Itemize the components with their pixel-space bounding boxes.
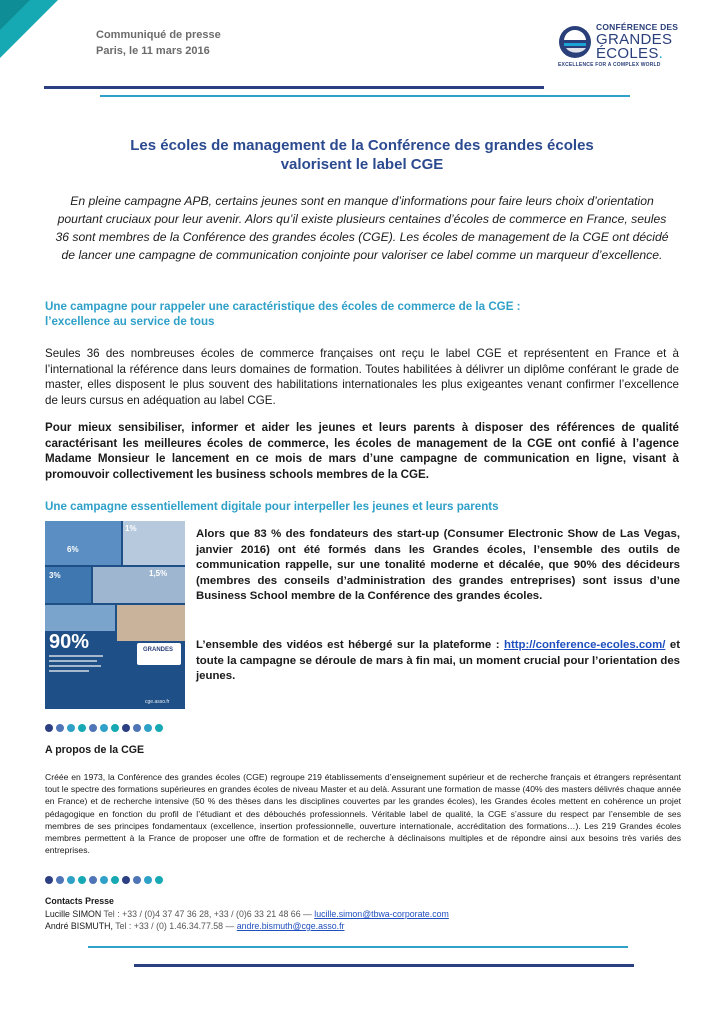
visual-text-lines — [49, 655, 103, 675]
dot-divider — [45, 876, 163, 886]
logo-line1: CONFÉRENCE DES — [596, 22, 679, 32]
title-line1: Les écoles de management de la Conférence des grandes écoles — [130, 137, 594, 154]
visual-tile — [45, 605, 115, 631]
divider-dot — [100, 724, 108, 732]
divider-dot — [78, 876, 86, 884]
divider-dot — [56, 724, 64, 732]
section1-heading — [45, 299, 521, 329]
cge-logo — [556, 20, 679, 68]
divider-dot — [122, 876, 130, 884]
platform-link[interactable]: http://conference-ecoles.com/ — [504, 639, 666, 651]
divider-dot — [100, 876, 108, 884]
divider-dot — [78, 724, 86, 732]
contact-email-link[interactable]: lucille.simon@tbwa-corporate.com — [314, 909, 449, 919]
divider-dot — [111, 724, 119, 732]
dot-divider — [45, 724, 163, 734]
contact-email-link[interactable]: andre.bismuth@cge.asso.fr — [236, 921, 345, 931]
page-title — [60, 136, 664, 174]
visual-stat: 1,5% — [149, 569, 168, 578]
divider-dot — [144, 724, 152, 732]
logo-line2: GRANDES — [596, 31, 673, 48]
contact-line: Lucille SIMON Tel : +33 / (0)4 37 47 36 28, +33 / (0)6 33 21 48 66 — lucille.simon@tbwa-corporate.com — [45, 909, 449, 919]
visual-tile — [45, 521, 121, 565]
visual-stat: 6% — [67, 545, 79, 554]
section1-paragraph2: Pour mieux sensibiliser, informer et aider les jeunes et leurs parents à disposer des références de qualité caractérisant les meilleures écoles de commerce, les écoles de management de la CGE ont confié à l’agence Madame Monsieur le lancement en ce mois de mars d’une campagne de communication en ligne, visant à promouvoir collectivement les business schools membres de la CGE. — [45, 421, 679, 481]
logo-tagline: EXCELLENCE FOR A COMPLEX WORLD — [558, 62, 661, 68]
divider-dot — [45, 876, 53, 884]
corner-accent-dark — [0, 0, 30, 30]
divider-dot — [111, 876, 119, 884]
visual-tile — [117, 605, 185, 641]
section2-heading: Une campagne essentiellement digitale pour interpeller les jeunes et leurs parents — [45, 500, 499, 513]
divider-dot — [133, 876, 141, 884]
about-heading: A propos de la CGE — [45, 744, 145, 756]
header-rule-navy — [44, 86, 544, 89]
divider-dot — [89, 876, 97, 884]
date-line: Paris, le 11 mars 2016 — [96, 45, 210, 57]
header-rule-blue — [100, 95, 630, 97]
section1-heading-line1: Une campagne pour rappeler une caractéristique des écoles de commerce de la CGE : — [45, 300, 521, 313]
divider-dot — [67, 876, 75, 884]
logo-line3: ÉCOLES. — [596, 45, 664, 62]
visual-tile — [93, 567, 185, 603]
divider-dot — [133, 724, 141, 732]
visual-url: cge.asso.fr — [145, 699, 170, 705]
visual-stat: 3% — [49, 571, 61, 580]
divider-dot — [45, 724, 53, 732]
section1-paragraph1: Seules 36 des nombreuses écoles de commerce françaises ont reçu le label CGE et représentent en France et à l’international la référence dans leurs domaines de formation. Toutes habilitées à délivrer un diplôme conférant le grade de master, elles disposent le plus souvent des habilitations internationales les plus exigeantes venant confirmer l’excellence de leurs cursus en adéquation au label CGE. — [45, 347, 679, 407]
cge-logo-mark-icon — [556, 24, 594, 60]
divider-dot — [155, 876, 163, 884]
section1-heading-line2: l’excellence au service de tous — [45, 315, 215, 328]
visual-big-stat: 90% — [49, 631, 90, 653]
contacts-heading: Contacts Presse — [45, 896, 114, 906]
visual-stat: 1% — [125, 524, 137, 533]
divider-dot — [144, 876, 152, 884]
contact-line: André BISMUTH, Tel : +33 / (0) 1.46.34.77.58 — andre.bismuth@cge.asso.fr — [45, 921, 345, 931]
title-line2: valorisent le label CGE — [280, 156, 444, 173]
campaign-visual — [45, 521, 185, 709]
divider-dot — [122, 724, 130, 732]
header-meta — [96, 27, 221, 59]
section2-paragraph1: Alors que 83 % des fondateurs des start-up (Consumer Electronic Show de Las Vegas, janvier 2016) ont été formés dans les Grandes écoles, l’ensemble des outils de communication rappelle, sur une tonalité moderne et décalée, que 90% des décideurs (membres des conseils d’administration des grandes entreprises) sont issus d’une Business School membre de la Conférence des grandes écoles. — [196, 528, 680, 603]
about-paragraph: Créée en 1973, la Conférence des grandes écoles (CGE) regroupe 219 établissements d’enseignement supérieur et de recherche français et étrangers représentant tout le spectre des formations supérieures en grandes écoles de niveau Master et au delà. Assurant une formation de masse (40% des masters délivrés chaque année en France) et de recherche intensive (50 % des thèses dans les disciplines couvertes par les grandes écoles), les Grandes écoles mettent en cohérence un projet pédagogique en fonction du profil de l’étudiant et des débouchés professionnels. Véritable label de qualité, la CGE s’assure du respect par l’ensemble de ses membres de ses principes fondamentaux (excellence, insertion professionnelle, ouverture internationale, accréditation des formations…). Les 219 Grandes écoles membres permettent à la France de proposer une offre de formation et de recherche à déclinaisons multiples et de répondre ainsi aux besoins très variés des entreprises. — [45, 772, 681, 856]
divider-dot — [67, 724, 75, 732]
divider-dot — [56, 876, 64, 884]
divider-dot — [155, 724, 163, 732]
divider-dot — [89, 724, 97, 732]
doc-type: Communiqué de presse — [96, 29, 221, 41]
visual-logo-text: GRANDES — [143, 647, 174, 653]
footer-rule-navy — [134, 964, 634, 967]
section2-paragraph2: L’ensemble des vidéos est hébergé sur la plateforme : http://conference-ecoles.com/ et toute la campagne se déroule de mars à fin mai, un moment crucial pour l’orientation des jeunes. — [196, 639, 681, 683]
footer-rule-blue — [88, 946, 628, 948]
intro-paragraph: En pleine campagne APB, certains jeunes sont en manque d’informations pour faire leurs choix d’orientation pourtant cruciaux pour leur avenir. Alors qu’il existe plusieurs centaines d’écoles de commerce en France, seules 36 sont membres de la Conférence des grandes écoles (CGE). Les écoles de management de la CGE ont décidé de lancer une campagne de communication conjointe pour valoriser ce label comme un marqueur d’excellence. — [55, 194, 669, 262]
